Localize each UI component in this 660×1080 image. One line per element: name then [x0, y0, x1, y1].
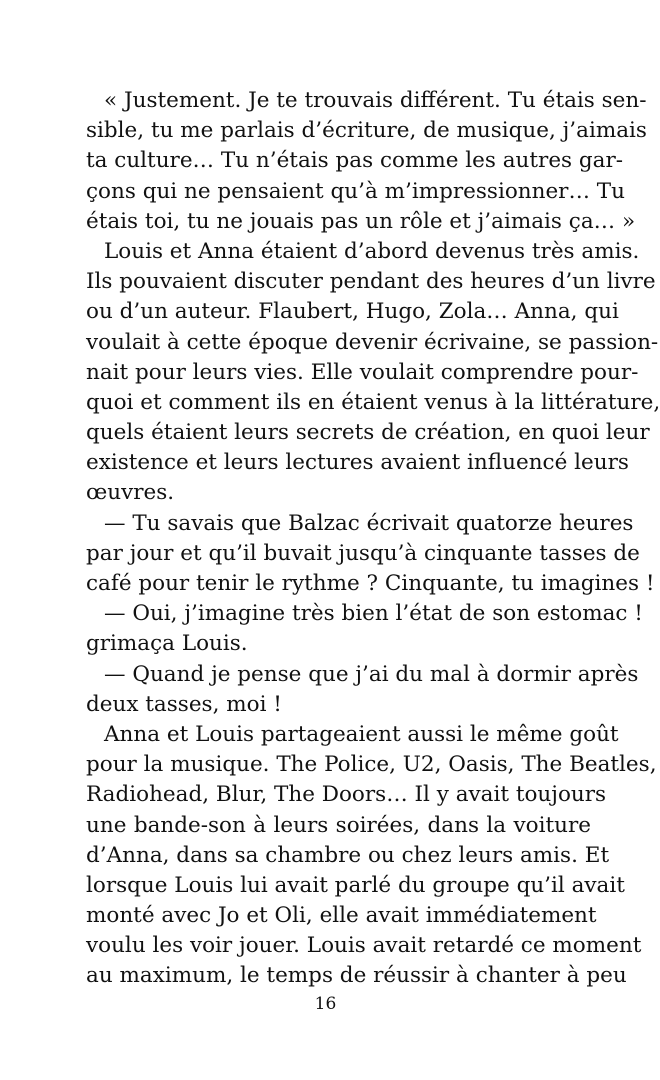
text-line: — Tu savais que Balzac écrivait quatorze heures — [104, 510, 634, 536]
text-line: grimaça Louis. — [86, 631, 248, 657]
text-line: par jour et qu’il buvait jusqu’à cinquante tasses de — [86, 540, 640, 566]
text-line: voulait à cette époque devenir écrivaine, se passion- — [86, 329, 659, 355]
text-line: Louis et Anna étaient d’abord devenus très amis. — [104, 238, 640, 264]
text-line: Radiohead, Blur, The Doors… Il y avait toujours — [86, 782, 607, 808]
text-line: d’Anna, dans sa chambre ou chez leurs amis. Et — [86, 842, 610, 868]
text-line: œuvres. — [86, 480, 175, 506]
text-line: au maximum, le temps de réussir à chanter à peu — [86, 963, 627, 989]
text-line: deux tasses, moi ! — [86, 691, 282, 717]
text-line: pour la musique. The Police, U2, Oasis, The Beatles, — [86, 752, 657, 778]
body-text — [86, 86, 660, 992]
text-line: « Justement. Je te trouvais différent. Tu étais sen- — [104, 88, 647, 113]
text-line: çons qui ne pensaient qu’à m’impressionner… Tu — [86, 178, 625, 204]
text-line: ta culture… Tu n’étais pas comme les autres gar- — [86, 148, 624, 174]
text-line: lorsque Louis lui avait parlé du groupe qu’il avait — [86, 872, 625, 898]
text-line: Ils pouvaient discuter pendant des heures d’un livre — [86, 269, 656, 295]
text-line: étais toi, tu ne jouais pas un rôle et j’aimais ça… » — [86, 208, 636, 234]
text-line: voulu les voir jouer. Louis avait retardé ce moment — [86, 933, 642, 959]
text-line: sible, tu me parlais d’écriture, de musique, j’aimais — [86, 118, 647, 144]
text-line: quoi et comment ils en étaient venus à la littérature, — [86, 389, 660, 415]
text-line: — Quand je pense que j’ai du mal à dormir après — [104, 661, 639, 687]
text-line: existence et leurs lectures avaient influencé leurs — [86, 450, 629, 476]
text-line: nait pour leurs vies. Elle voulait comprendre pour- — [86, 359, 639, 385]
text-line: café pour tenir le rythme ? Cinquante, tu imagines ! — [86, 571, 655, 596]
text-line: une bande-son à leurs soirées, dans la voiture — [86, 812, 591, 838]
text-line: — Oui, j’imagine très bien l’état de son estomac ! — [104, 601, 643, 627]
text-line: monté avec Jo et Oli, elle avait immédiatement — [86, 903, 597, 929]
page-number: 16 — [314, 994, 337, 1014]
text-line: quels étaient leurs secrets de création, en quoi leur — [86, 420, 650, 446]
text-line: Anna et Louis partageaient aussi le même goût — [104, 721, 619, 747]
text-line: ou d’un auteur. Flaubert, Hugo, Zola… Anna, qui — [86, 299, 619, 325]
